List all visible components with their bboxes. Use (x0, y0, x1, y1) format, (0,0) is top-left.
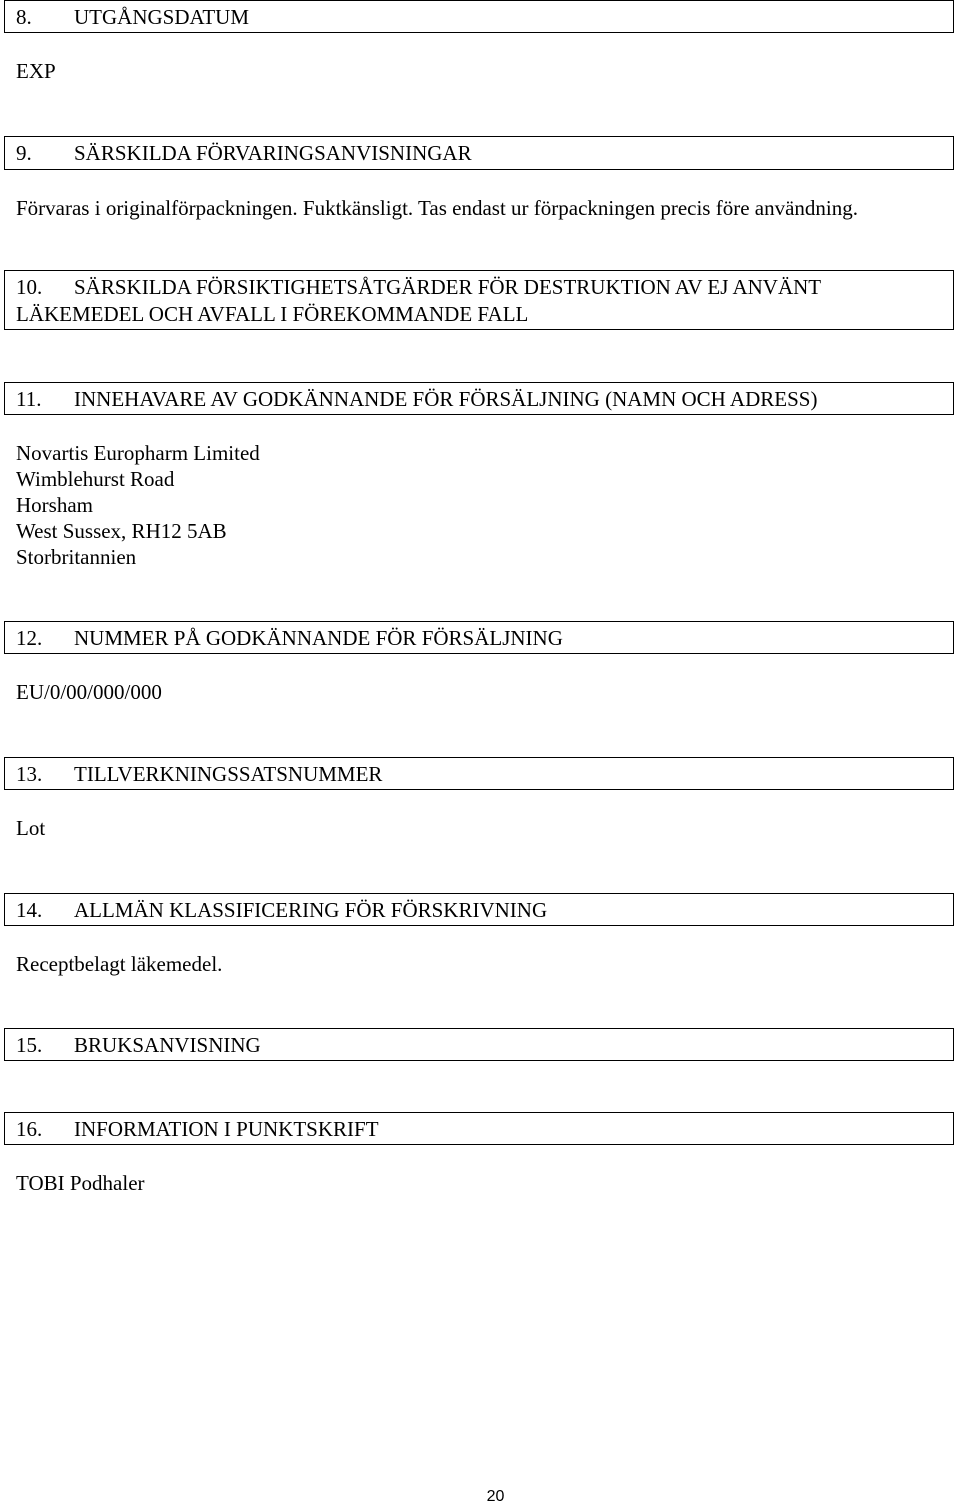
section-8-body (16, 58, 56, 84)
section-8-header (4, 0, 954, 33)
section-12-header (4, 621, 954, 654)
section-number: 8. (16, 5, 32, 29)
section-title-line: LÄKEMEDEL OCH AVFALL I FÖREKOMMANDE FALL (16, 302, 529, 326)
section-9-body (16, 195, 858, 221)
address-line: Storbritannien (16, 545, 137, 569)
body-line: TOBI Podhaler (16, 1171, 145, 1195)
section-16-header (4, 1112, 954, 1145)
address-line: Horsham (16, 493, 93, 517)
address-line: West Sussex, RH12 5AB (16, 519, 227, 543)
section-title (74, 274, 953, 301)
section-title: BRUKSANVISNING (74, 1033, 261, 1057)
body-line: Lot (16, 816, 46, 840)
section-10-header (4, 270, 954, 330)
section-12-body (16, 679, 162, 705)
section-11-header (4, 382, 954, 415)
section-14-body (16, 951, 222, 977)
body-line: Förvaras i originalförpackningen. Fuktkänsligt. Tas endast ur förpackningen precis före användning. (16, 196, 858, 220)
section-title: SÄRSKILDA FÖRVARINGSANVISNINGAR (74, 141, 472, 165)
section-title: NUMMER PÅ GODKÄNNANDE FÖR FÖRSÄLJNING (74, 626, 563, 650)
body-line: Receptbelagt läkemedel. (16, 952, 223, 976)
section-title: ALLMÄN KLASSIFICERING FÖR FÖRSKRIVNING (74, 898, 548, 922)
body-line: EXP (16, 59, 56, 83)
section-number: 11. (16, 387, 42, 411)
section-15-header (4, 1028, 954, 1061)
address-line: Novartis Europharm Limited (16, 441, 260, 465)
section-title: INNEHAVARE AV GODKÄNNANDE FÖR FÖRSÄLJNING (NAMN OCH ADRESS) (74, 387, 818, 411)
section-title-line: SÄRSKILDA FÖRSIKTIGHETSÅTGÄRDER FÖR DESTRUKTION AV EJ ANVÄNT (74, 275, 822, 299)
section-number: 15. (16, 1033, 43, 1057)
body-line: EU/0/00/000/000 (16, 680, 162, 704)
section-16-body (16, 1170, 145, 1196)
section-number: 16. (16, 1117, 43, 1141)
section-title: UTGÅNGSDATUM (74, 5, 250, 29)
address-line: Wimblehurst Road (16, 467, 175, 491)
section-13-body (16, 815, 45, 841)
section-title: TILLVERKNINGSSATSNUMMER (74, 762, 383, 786)
section-14-header (4, 893, 954, 926)
page-number: 20 (486, 1488, 505, 1505)
section-number: 12. (16, 626, 43, 650)
section-9-header (4, 136, 954, 170)
section-number: 13. (16, 762, 43, 786)
section-number: 9. (16, 141, 32, 165)
section-11-body (16, 440, 260, 570)
section-title: INFORMATION I PUNKTSKRIFT (74, 1117, 379, 1141)
section-number: 10. (16, 275, 43, 299)
section-13-header (4, 757, 954, 790)
section-number: 14. (16, 898, 43, 922)
